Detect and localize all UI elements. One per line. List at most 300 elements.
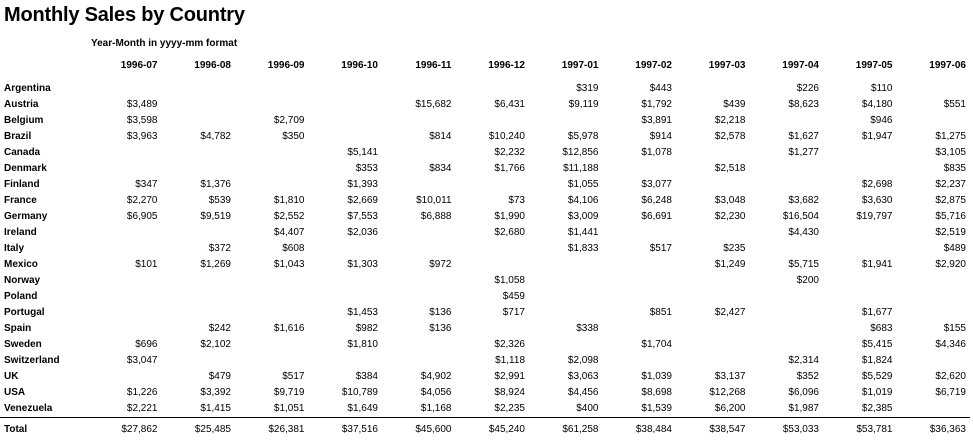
sales-cell: $200 <box>796 275 819 286</box>
sales-cell: $4,180 <box>861 99 893 110</box>
sales-cell <box>382 289 456 305</box>
sales-cell <box>750 161 824 177</box>
sales-cell: $16,504 <box>782 211 819 222</box>
sales-cell: $2,991 <box>494 371 525 382</box>
sales-cell: $1,947 <box>861 131 893 142</box>
header-month: 1996-12 <box>488 60 525 71</box>
sales-cell <box>382 225 456 241</box>
sales-cell: $4,407 <box>273 227 305 238</box>
sales-cell: $2,237 <box>935 179 966 190</box>
sales-cell <box>88 145 162 161</box>
sales-cell: $6,888 <box>420 211 452 222</box>
sales-cell: $3,077 <box>641 179 672 190</box>
sales-cell <box>235 289 309 305</box>
sales-cell <box>456 321 530 337</box>
table-row <box>0 353 970 369</box>
header-month: 1997-02 <box>635 60 672 71</box>
country-name: Ireland <box>4 227 37 238</box>
sales-cell: $2,326 <box>494 339 525 350</box>
country-name: Germany <box>4 211 48 222</box>
sales-cell: $914 <box>649 131 672 142</box>
sales-cell <box>456 113 530 129</box>
sales-cell <box>897 273 971 289</box>
sales-cell: $338 <box>576 323 599 334</box>
sales-cell: $5,715 <box>788 259 819 270</box>
total-cell: $53,781 <box>823 418 897 443</box>
sales-cell <box>162 273 236 289</box>
total-label: Total <box>0 418 88 443</box>
header-month: 1997-01 <box>561 60 599 71</box>
sales-cell <box>676 225 750 241</box>
sales-cell <box>456 177 530 193</box>
sales-cell <box>162 305 236 321</box>
sales-cell: $1,677 <box>861 307 893 318</box>
sales-cell: $717 <box>502 307 525 318</box>
sales-cell: $2,875 <box>935 195 966 206</box>
sales-cell: $539 <box>208 195 231 206</box>
sales-cell <box>456 241 530 257</box>
country-name: Argentina <box>4 83 51 94</box>
sales-cell: $1,269 <box>200 259 231 270</box>
sales-cell: $15,682 <box>415 99 452 110</box>
sales-cell: $479 <box>208 371 231 382</box>
sales-cell <box>603 353 677 369</box>
country-name: Belgium <box>4 115 44 126</box>
sales-cell <box>88 321 162 337</box>
header-country <box>0 57 88 75</box>
sales-cell <box>676 321 750 337</box>
report-subtitle: Year-Month in yyyy-mm format <box>91 38 238 49</box>
sales-cell: $1,249 <box>714 259 746 270</box>
sales-cell <box>382 177 456 193</box>
table-row <box>0 385 970 401</box>
sales-cell <box>823 145 897 161</box>
sales-cell <box>750 337 824 353</box>
sales-cell: $2,427 <box>714 307 746 318</box>
sales-cell: $2,519 <box>935 227 966 238</box>
sales-cell <box>309 353 383 369</box>
sales-cell <box>750 113 824 129</box>
country-name: Austria <box>4 99 39 110</box>
sales-cell <box>529 257 603 273</box>
report-title: Monthly Sales by Country <box>4 4 245 26</box>
total-cell: $27,862 <box>88 418 162 443</box>
header-month: 1996-11 <box>415 60 452 71</box>
total-cell: $38,547 <box>676 418 750 443</box>
sales-cell: $835 <box>943 163 966 174</box>
sales-cell <box>88 369 162 385</box>
sales-cell: $2,709 <box>273 115 305 126</box>
sales-cell <box>309 289 383 305</box>
sales-cell: $2,221 <box>126 403 158 414</box>
table-row <box>0 401 970 418</box>
sales-cell <box>382 273 456 289</box>
sales-cell: $1,226 <box>126 387 158 398</box>
sales-cell: $3,063 <box>567 371 599 382</box>
sales-cell <box>235 305 309 321</box>
sales-cell: $5,141 <box>347 147 378 158</box>
table-row <box>0 97 970 113</box>
sales-cell: $1,990 <box>494 211 525 222</box>
header-month: 1997-03 <box>708 60 746 71</box>
sales-cell <box>897 113 971 129</box>
sales-cell <box>88 273 162 289</box>
sales-cell: $3,105 <box>935 147 966 158</box>
sales-cell: $5,716 <box>935 211 966 222</box>
sales-cell: $517 <box>282 371 305 382</box>
sales-cell <box>676 81 750 97</box>
sales-cell: $3,392 <box>200 387 231 398</box>
sales-cell: $10,240 <box>488 131 525 142</box>
sales-cell <box>309 97 383 113</box>
sales-cell <box>529 273 603 289</box>
table-row <box>0 289 970 305</box>
header-month: 1997-05 <box>855 60 893 71</box>
table-row <box>0 193 970 209</box>
sales-cell: $2,578 <box>714 131 746 142</box>
country-name: Brazil <box>4 131 32 142</box>
sales-cell: $8,698 <box>641 387 672 398</box>
sales-cell: $982 <box>355 323 378 334</box>
sales-cell <box>529 337 603 353</box>
sales-cell: $4,430 <box>788 227 819 238</box>
table-row <box>0 305 970 321</box>
sales-cell <box>676 273 750 289</box>
sales-cell: $2,669 <box>347 195 378 206</box>
sales-cell: $3,047 <box>126 355 158 366</box>
sales-cell <box>750 177 824 193</box>
total-cell: $38,484 <box>603 418 677 443</box>
sales-cell: $489 <box>943 243 966 254</box>
sales-cell: $384 <box>355 371 378 382</box>
table-row <box>0 321 970 337</box>
sales-cell: $1,453 <box>347 307 378 318</box>
sales-cell: $10,789 <box>341 387 378 398</box>
sales-cell <box>235 177 309 193</box>
country-name: Venezuela <box>4 403 53 414</box>
sales-cell <box>529 289 603 305</box>
sales-cell: $1,118 <box>495 355 525 366</box>
sales-cell: $136 <box>429 307 452 318</box>
sales-cell <box>309 129 383 145</box>
sales-cell: $3,630 <box>861 195 893 206</box>
sales-cell: $3,963 <box>126 131 158 142</box>
sales-cell: $9,719 <box>273 387 305 398</box>
sales-cell: $1,766 <box>494 163 525 174</box>
sales-cell <box>603 257 677 273</box>
sales-cell <box>750 321 824 337</box>
sales-cell: $110 <box>870 83 893 94</box>
sales-cell <box>88 161 162 177</box>
sales-cell: $2,098 <box>567 355 599 366</box>
sales-cell <box>309 273 383 289</box>
sales-cell: $834 <box>429 163 452 174</box>
sales-cell <box>897 353 971 369</box>
sales-cell: $2,235 <box>494 403 525 414</box>
table-row <box>0 209 970 225</box>
sales-cell <box>235 353 309 369</box>
sales-cell: $2,230 <box>714 211 746 222</box>
sales-cell: $851 <box>649 307 672 318</box>
sales-cell: $1,704 <box>641 339 672 350</box>
sales-cell: $372 <box>208 243 231 254</box>
country-name: Canada <box>4 147 41 158</box>
sales-cell <box>162 113 236 129</box>
sales-cell <box>676 353 750 369</box>
sales-cell: $6,719 <box>935 387 966 398</box>
sales-cell: $608 <box>282 243 305 254</box>
sales-cell: $1,649 <box>347 403 378 414</box>
sales-cell: $2,314 <box>788 355 819 366</box>
total-cell: $45,600 <box>382 418 456 443</box>
table-row <box>0 225 970 241</box>
table-row <box>0 81 970 97</box>
table-row <box>0 273 970 289</box>
sales-table <box>0 57 970 442</box>
sales-cell <box>750 241 824 257</box>
table-row <box>0 161 970 177</box>
sales-cell <box>603 289 677 305</box>
sales-cell: $696 <box>135 339 158 350</box>
sales-cell: $5,415 <box>861 339 893 350</box>
sales-cell <box>897 289 971 305</box>
sales-cell: $1,627 <box>788 131 819 142</box>
sales-cell <box>235 81 309 97</box>
sales-cell <box>603 161 677 177</box>
sales-cell: $443 <box>649 83 672 94</box>
sales-cell <box>382 145 456 161</box>
sales-cell <box>676 145 750 161</box>
sales-cell: $11,188 <box>563 163 599 174</box>
sales-cell <box>235 273 309 289</box>
country-name: UK <box>4 371 19 382</box>
total-cell: $53,033 <box>750 418 824 443</box>
table-row <box>0 145 970 161</box>
sales-cell: $1,393 <box>347 179 378 190</box>
sales-cell: $1,019 <box>861 387 893 398</box>
sales-cell <box>88 289 162 305</box>
sales-cell <box>382 353 456 369</box>
sales-cell <box>162 289 236 305</box>
sales-cell: $12,856 <box>562 147 599 158</box>
header-month: 1996-08 <box>194 60 231 71</box>
sales-cell: $3,891 <box>641 115 672 126</box>
sales-cell: $2,232 <box>494 147 525 158</box>
country-name: Norway <box>4 275 41 286</box>
sales-cell <box>88 305 162 321</box>
sales-cell: $5,529 <box>861 371 893 382</box>
country-name: Spain <box>4 323 32 334</box>
sales-cell <box>235 337 309 353</box>
sales-cell: $972 <box>429 259 452 270</box>
country-name: France <box>4 195 37 206</box>
sales-cell <box>235 97 309 113</box>
sales-cell: $1,987 <box>788 403 819 414</box>
table-row <box>0 257 970 273</box>
sales-cell: $242 <box>208 323 231 334</box>
sales-cell: $6,200 <box>714 403 746 414</box>
sales-cell <box>823 273 897 289</box>
sales-cell <box>529 305 603 321</box>
sales-cell: $6,905 <box>126 211 158 222</box>
sales-cell: $2,518 <box>714 163 746 174</box>
sales-cell: $4,902 <box>420 371 452 382</box>
sales-cell <box>88 241 162 257</box>
sales-cell <box>162 161 236 177</box>
sales-cell: $10,011 <box>416 195 452 206</box>
sales-cell: $8,623 <box>788 99 819 110</box>
sales-cell <box>750 305 824 321</box>
sales-cell: $4,056 <box>420 387 452 398</box>
sales-cell <box>603 321 677 337</box>
country-name: Italy <box>4 243 25 254</box>
country-name: Sweden <box>4 339 42 350</box>
sales-cell: $2,620 <box>935 371 966 382</box>
sales-cell <box>235 161 309 177</box>
sales-cell: $4,782 <box>200 131 231 142</box>
sales-cell <box>382 113 456 129</box>
sales-cell: $319 <box>576 83 599 94</box>
sales-cell: $1,277 <box>788 147 819 158</box>
sales-cell <box>162 145 236 161</box>
sales-cell <box>88 225 162 241</box>
sales-cell: $2,552 <box>273 211 305 222</box>
sales-cell: $1,055 <box>567 179 599 190</box>
sales-cell <box>823 225 897 241</box>
country-name: Denmark <box>4 163 47 174</box>
sales-cell: $4,346 <box>935 339 966 350</box>
sales-cell: $1,941 <box>861 259 893 270</box>
sales-cell <box>382 337 456 353</box>
sales-cell: $347 <box>135 179 158 190</box>
header-month: 1997-04 <box>782 60 819 71</box>
sales-cell: $73 <box>508 195 525 206</box>
sales-cell: $12,268 <box>709 387 746 398</box>
sales-cell: $3,009 <box>567 211 599 222</box>
sales-cell <box>676 289 750 305</box>
sales-cell: $8,924 <box>494 387 525 398</box>
sales-cell: $1,039 <box>641 371 672 382</box>
sales-cell: $155 <box>943 323 966 334</box>
sales-cell: $1,078 <box>641 147 672 158</box>
sales-cell: $1,275 <box>935 131 966 142</box>
sales-cell: $136 <box>429 323 452 334</box>
sales-cell: $7,553 <box>347 211 378 222</box>
sales-cell: $814 <box>429 131 452 142</box>
sales-cell: $350 <box>282 131 305 142</box>
sales-cell <box>162 225 236 241</box>
sales-cell <box>309 113 383 129</box>
total-cell: $26,381 <box>235 418 309 443</box>
sales-cell: $459 <box>502 291 525 302</box>
table-row <box>0 369 970 385</box>
header-month: 1996-09 <box>267 60 305 71</box>
sales-cell: $2,218 <box>714 115 746 126</box>
sales-cell: $19,797 <box>856 211 893 222</box>
sales-cell <box>676 177 750 193</box>
sales-cell <box>309 81 383 97</box>
sales-cell <box>603 225 677 241</box>
sales-cell <box>897 81 971 97</box>
sales-cell: $551 <box>943 99 966 110</box>
sales-cell: $2,102 <box>200 339 231 350</box>
table-body <box>0 81 970 418</box>
sales-cell: $6,431 <box>494 99 525 110</box>
total-cell: $37,516 <box>309 418 383 443</box>
sales-cell <box>162 97 236 113</box>
sales-cell: $9,519 <box>200 211 231 222</box>
sales-cell <box>897 401 971 418</box>
sales-cell: $1,043 <box>273 259 305 270</box>
total-row <box>0 418 970 443</box>
sales-cell: $2,270 <box>126 195 158 206</box>
sales-cell: $4,456 <box>567 387 599 398</box>
sales-cell: $3,137 <box>714 371 746 382</box>
sales-cell: $101 <box>135 259 158 270</box>
sales-cell: $4,106 <box>567 195 599 206</box>
table-row <box>0 113 970 129</box>
total-cell: $36,363 <box>897 418 971 443</box>
country-name: Poland <box>4 291 38 302</box>
sales-cell: $1,051 <box>273 403 305 414</box>
sales-cell: $226 <box>796 83 819 94</box>
sales-cell: $1,810 <box>273 195 305 206</box>
sales-cell: $517 <box>649 243 672 254</box>
sales-cell: $6,096 <box>788 387 819 398</box>
country-name: USA <box>4 387 26 398</box>
sales-cell <box>235 145 309 161</box>
sales-cell: $1,539 <box>641 403 672 414</box>
sales-cell: $352 <box>796 371 819 382</box>
sales-cell: $353 <box>355 163 378 174</box>
sales-cell: $3,048 <box>714 195 746 206</box>
header-month: 1996-07 <box>120 60 158 71</box>
sales-cell: $1,441 <box>567 227 599 238</box>
table-row <box>0 241 970 257</box>
sales-cell: $3,598 <box>126 115 158 126</box>
sales-cell: $2,385 <box>861 403 893 414</box>
sales-cell: $400 <box>576 403 599 414</box>
sales-cell: $1,376 <box>200 179 231 190</box>
table-row <box>0 337 970 353</box>
sales-cell: $1,833 <box>567 243 599 254</box>
sales-cell <box>456 81 530 97</box>
sales-cell: $3,682 <box>788 195 819 206</box>
sales-cell: $1,415 <box>200 403 231 414</box>
sales-cell <box>88 81 162 97</box>
sales-cell <box>162 353 236 369</box>
total-cell: $45,240 <box>456 418 530 443</box>
country-name: Finland <box>4 179 40 190</box>
sales-cell: $1,616 <box>273 323 305 334</box>
sales-cell <box>823 241 897 257</box>
total-cell: $61,258 <box>529 418 603 443</box>
sales-cell <box>529 113 603 129</box>
sales-cell <box>456 257 530 273</box>
sales-cell: $2,680 <box>494 227 525 238</box>
sales-cell: $5,978 <box>567 131 599 142</box>
sales-cell: $683 <box>870 323 893 334</box>
header-month: 1996-10 <box>341 60 378 71</box>
sales-cell: $1,810 <box>347 339 378 350</box>
table-row <box>0 129 970 145</box>
sales-cell: $9,119 <box>568 99 599 110</box>
sales-cell <box>823 161 897 177</box>
sales-cell: $3,489 <box>126 99 158 110</box>
sales-cell <box>309 241 383 257</box>
sales-cell: $1,058 <box>494 275 525 286</box>
header-month: 1997-06 <box>929 60 966 71</box>
